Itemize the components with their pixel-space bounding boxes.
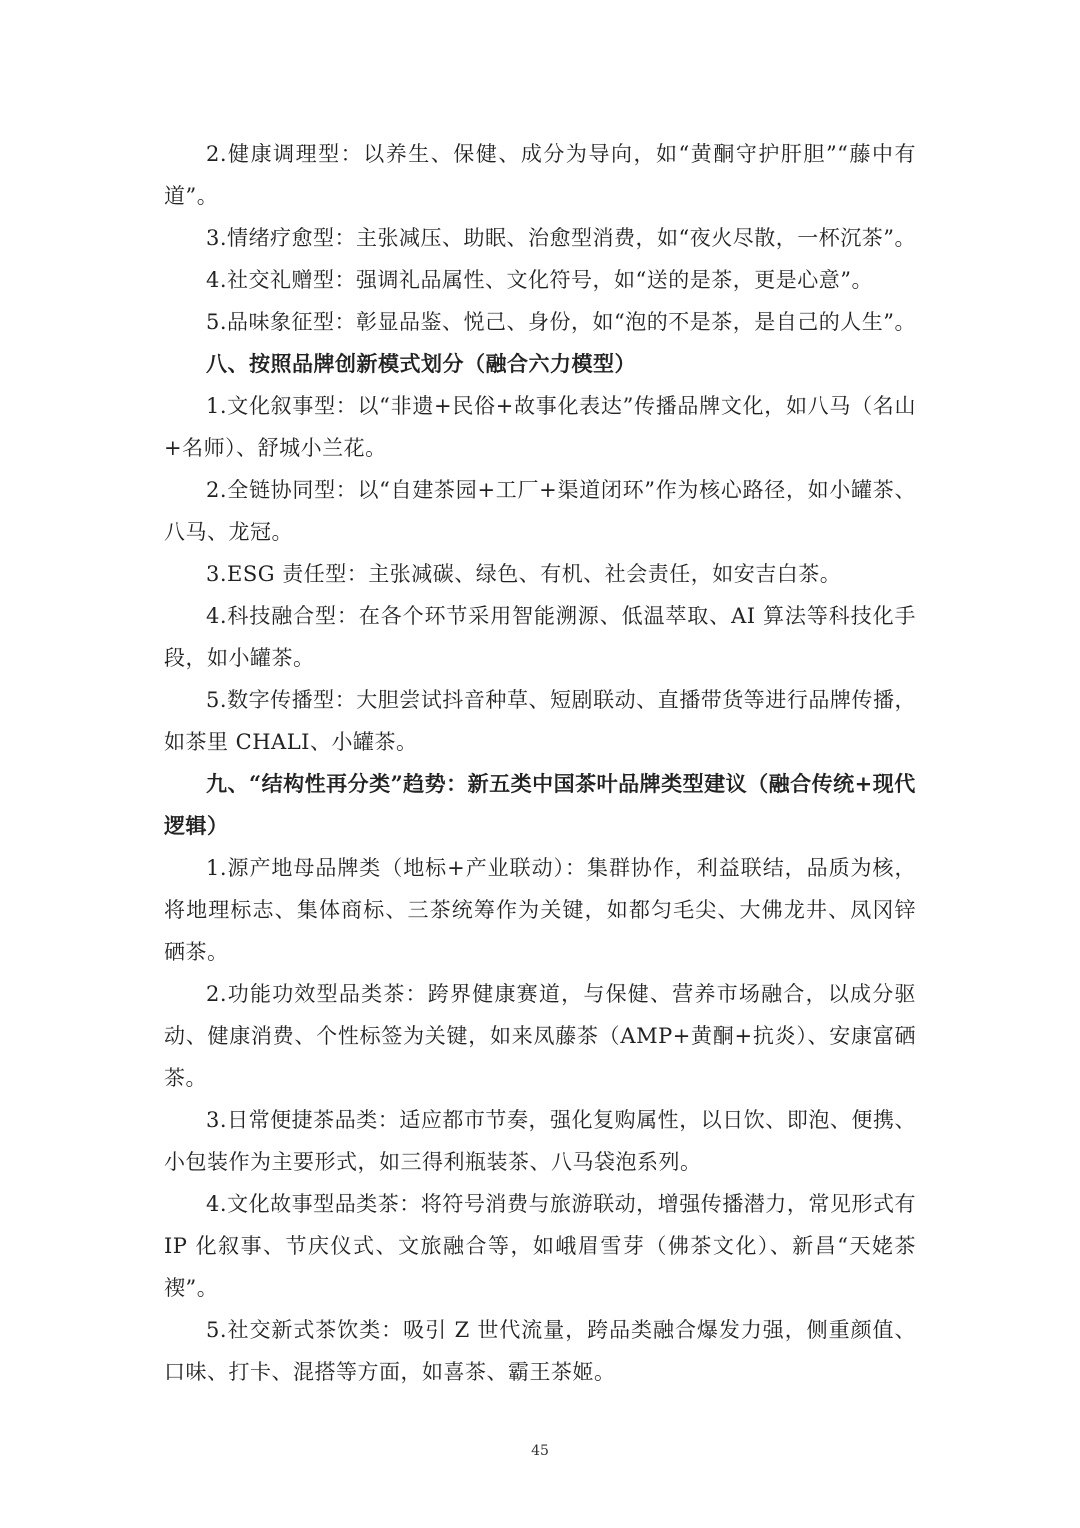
paragraph-daily: 3.日常便捷茶品类：适应都市节奏，强化复购属性，以日饮、即泡、便携、小包装作为主要形式，如三得利瓶装茶、八马袋泡系列。 bbox=[164, 1108, 916, 1174]
paragraph-taste-type: 5.品味象征型：彰显品鉴、悦己、身份，如“泡的不是茶，是自己的人生”。 bbox=[206, 310, 917, 334]
section-heading-8: 八、按照品牌创新模式划分（融合六力模型） bbox=[206, 351, 636, 376]
paragraph-esg: 3.ESG 责任型：主张减碳、绿色、有机、社会责任，如安吉白茶。 bbox=[206, 562, 842, 586]
paragraph-culture-narrative: 1.文化叙事型：以“非遗+民俗+故事化表达”传播品牌文化，如八马（名山+名师）、舒城小兰花。 bbox=[164, 394, 916, 460]
paragraph-functional: 2.功能功效型品类茶：跨界健康赛道，与保健、营养市场融合，以成分驱动、健康消费、个性标签为关键，如来凤藤茶（AMP+黄酮+抗炎）、安康富硒茶。 bbox=[164, 982, 916, 1090]
paragraph-emotion-type: 3.情绪疗愈型：主张减压、助眠、治愈型消费，如“夜火尽散，一杯沉茶”。 bbox=[206, 226, 917, 250]
paragraph-health-type: 2.健康调理型：以养生、保健、成分为导向，如“黄酮守护肝胆”“藤中有道”。 bbox=[164, 142, 916, 208]
page-content bbox=[164, 133, 916, 1393]
section-heading-9: 九、“结构性再分类”趋势：新五类中国茶叶品牌类型建议（融合传统+现代逻辑） bbox=[164, 771, 916, 838]
page-number: 45 bbox=[531, 1443, 549, 1459]
paragraph-tech-fusion: 4.科技融合型：在各个环节采用智能溯源、低温萃取、AI 算法等科技化手段，如小罐茶。 bbox=[164, 604, 916, 670]
paragraph-origin-brand: 1.源产地母品牌类（地标+产业联动）：集群协作，利益联结，品质为核，将地理标志、集体商标、三茶统筹作为关键，如都匀毛尖、大佛龙井、凤冈锌硒茶。 bbox=[164, 856, 916, 964]
paragraph-social-drinks: 5.社交新式茶饮类：吸引 Z 世代流量，跨品类融合爆发力强，侧重颜值、口味、打卡、混搭等方面，如喜茶、霸王茶姬。 bbox=[164, 1318, 916, 1384]
paragraph-culture-story: 4.文化故事型品类茶：将符号消费与旅游联动，增强传播潜力，常见形式有 IP 化叙事、节庆仪式、文旅融合等，如峨眉雪芽（佛茶文化）、新昌“天姥茶禊”。 bbox=[164, 1192, 916, 1300]
paragraph-digital: 5.数字传播型：大胆尝试抖音种草、短剧联动、直播带货等进行品牌传播，如茶里 CHALI、小罐茶。 bbox=[164, 688, 916, 754]
paragraph-gift-type: 4.社交礼赠型：强调礼品属性、文化符号，如“送的是茶，更是心意”。 bbox=[206, 268, 874, 292]
paragraph-full-chain: 2.全链协同型：以“自建茶园+工厂+渠道闭环”作为核心路径，如小罐茶、八马、龙冠。 bbox=[164, 478, 916, 544]
